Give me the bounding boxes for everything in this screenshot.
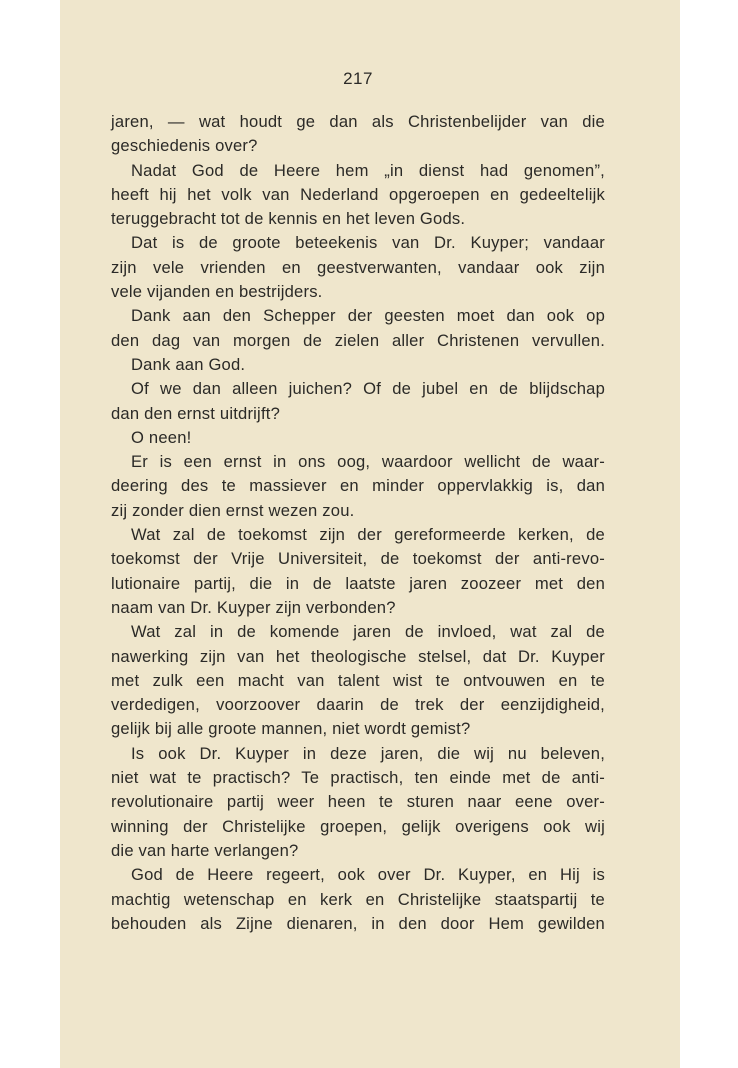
text-line: dan den ernst uitdrijft?	[111, 403, 280, 423]
text-line: heeft hij het volk van Nederland opgeroepen en gedeeltelijk	[111, 184, 605, 204]
text-line: teruggebracht tot de kennis en het leven Gods.	[111, 209, 466, 229]
book-page	[60, 0, 680, 1068]
text-line: geschiedenis over?	[111, 136, 258, 156]
text-line: jaren, — wat houdt ge dan als Christenbelijder van die	[111, 112, 605, 131]
text-line: zij zonder dien ernst wezen zou.	[111, 500, 355, 520]
text-line: niet wat te practisch? Te practisch, ten einde met de anti-	[111, 768, 605, 788]
page-number: 217	[343, 69, 373, 88]
text-line: Wat zal in de komende jaren de invloed, wat zal de	[131, 622, 605, 642]
text-line: Dat is de groote beteekenis van Dr. Kuyper; vandaar	[131, 233, 605, 253]
text-line: Dank aan God.	[131, 354, 246, 374]
text-line: met zulk een macht van talent wist te ontvouwen en te	[111, 670, 605, 690]
text-line: God de Heere regeert, ook over Dr. Kuyper, en Hij is	[131, 865, 605, 885]
text-line: den dag van morgen de zielen aller Christenen vervullen.	[111, 330, 605, 350]
text-line: nawerking zijn van het theologische stelsel, dat Dr. Kuyper	[111, 646, 605, 666]
text-line: zijn vele vrienden en geestverwanten, vandaar ook zijn	[111, 257, 605, 277]
text-line: revolutionaire partij weer heen te sturen naar eene over-	[111, 792, 605, 812]
text-line: verdedigen, voorzoover daarin de trek der eenzijdigheid,	[111, 695, 605, 715]
text-line: Is ook Dr. Kuyper in deze jaren, die wij nu beleven,	[131, 743, 605, 763]
text-line: winning der Christelijke groepen, gelijk overigens ook wij	[111, 816, 605, 836]
text-line: behouden als Zijne dienaren, in den door Hem gewilden	[111, 913, 605, 933]
text-line: Dank aan den Schepper der geesten moet dan ook op	[131, 306, 605, 326]
text-line: Of we dan alleen juichen? Of de jubel en de blijdschap	[131, 379, 605, 399]
body-text	[111, 110, 605, 936]
text-line: Er is een ernst in ons oog, waardoor wellicht de waar-	[131, 452, 605, 472]
text-line: O neen!	[131, 427, 192, 447]
text-line: die van harte verlangen?	[111, 840, 299, 860]
text-line: Wat zal de toekomst zijn der gereformeerde kerken, de	[131, 525, 605, 545]
text-line: machtig wetenschap en kerk en Christelijke staatspartij te	[111, 889, 605, 909]
text-line: naam van Dr. Kuyper zijn verbonden?	[111, 597, 396, 617]
text-line: toekomst der Vrije Universiteit, de toekomst der anti-revo-	[111, 549, 605, 569]
text-line: Nadat God de Heere hem „in dienst had genomen”,	[131, 160, 605, 180]
text-line: lutionaire partij, die in de laatste jaren zoozeer met den	[111, 573, 605, 593]
text-line: deering des te massiever en minder oppervlakkig is, dan	[111, 476, 605, 496]
text-line: gelijk bij alle groote mannen, niet wordt gemist?	[111, 719, 471, 739]
text-line: vele vijanden en bestrijders.	[111, 282, 323, 302]
